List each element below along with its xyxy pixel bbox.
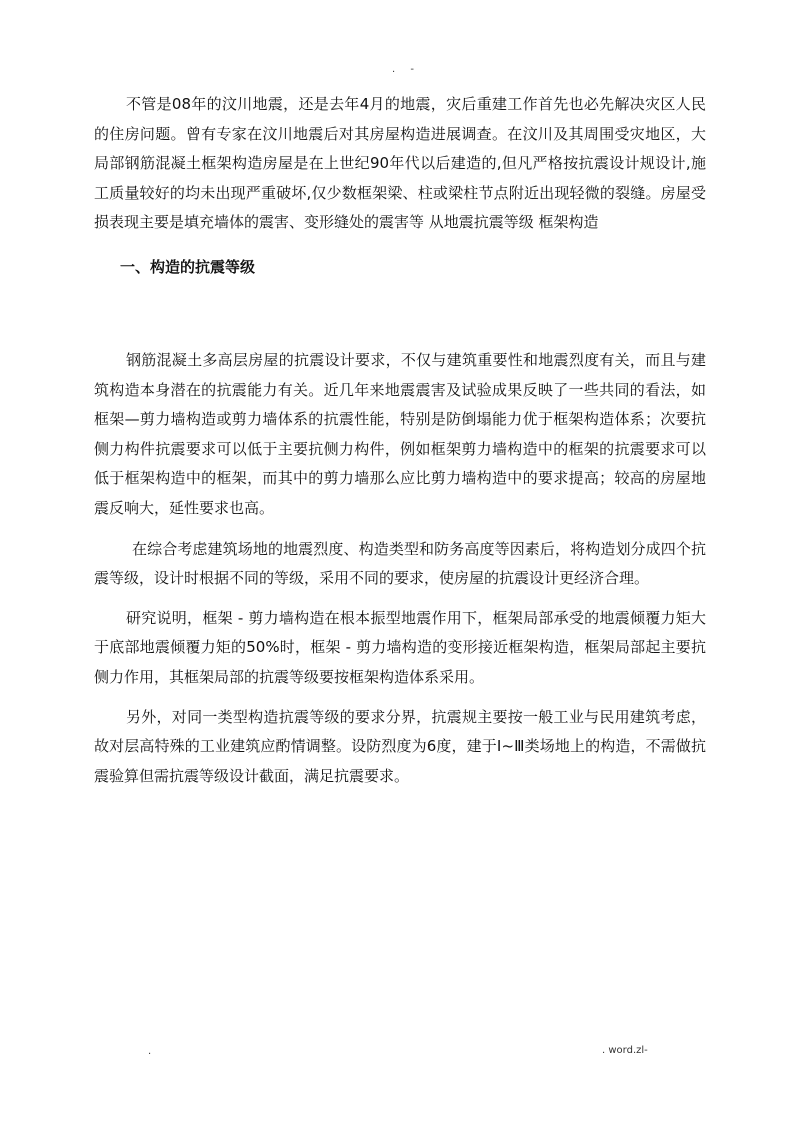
document-body [94,90,706,791]
paragraph-intro: 不管是08年的汶川地震，还是去年4月的地震，灾后重建工作首先也必先解决灾区人民的住房问题。曾有专家在汶川地震后对其房屋构造进展调查。在汶川及其周围受灾地区，大局部钢筋混凝土框架构造房屋是在上世纪90年代以后建造的,但凡严格按抗震设计规设计,施工质量较好的均未出现严重破坏,仅少数框架梁、柱或梁柱节点附近出现轻微的裂缝。房屋受损表现主要是填充墙体的震害、变形缝处的震害等 从地震抗震等级 框架构造 [94,95,706,232]
section-heading: 一、构造的抗震等级 [120,257,256,276]
paragraph-seismic-grades: 在综合考虑建筑场地的地震烈度、构造类型和防务高度等因素后，将构造划分成四个抗震等级，设计时根据不同的等级，采用不同的要求，使房屋的抗震设计更经济合理。 [94,539,706,588]
paragraph-research: 研究说明，框架 - 剪力墙构造在根本振型地震作用下，框架局部承受的地震倾覆力矩大于底部地震倾覆力矩的50%时，框架 - 剪力墙构造的变形接近框架构造，框架局部起主要抗侧力作用，其框架局部的抗震等级要按框架构造体系采用。 [94,608,706,686]
footer-left-mark: . [148,1046,152,1057]
paragraph-seismic-requirements: 钢筋混凝土多高层房屋的抗震设计要求，不仅与建筑重要性和地震烈度有关，而且与建筑构造本身潜在的抗震能力有关。近几年来地震震害及试验成果反映了一些共同的看法，如框架—剪力墙构造或剪力墙体系的抗震性能，特别是防倒塌能力优于框架构造体系；次要抗侧力构件抗震要求可以低于主要抗侧力构件，例如框架剪力墙构造中的框架的抗震要求可以低于框架构造中的框架，而其中的剪力墙那么应比剪力墙构造中的要求提高；较高的房屋地震反响大，延性要求也高。 [94,350,706,517]
paragraph-additional: 另外，对同一类型构造抗震等级的要求分界，抗震规主要按一般工业与民用建筑考虑，故对层高特殊的工业建筑应酌情调整。设防烈度为6度，建于Ⅰ~Ⅲ类场地上的构造，不需做抗震验算但需抗震等级设计截面，满足抗震要求。 [94,707,706,785]
footer-right-mark: . word.zl- [602,1045,648,1056]
header-mark: . - [392,64,420,75]
